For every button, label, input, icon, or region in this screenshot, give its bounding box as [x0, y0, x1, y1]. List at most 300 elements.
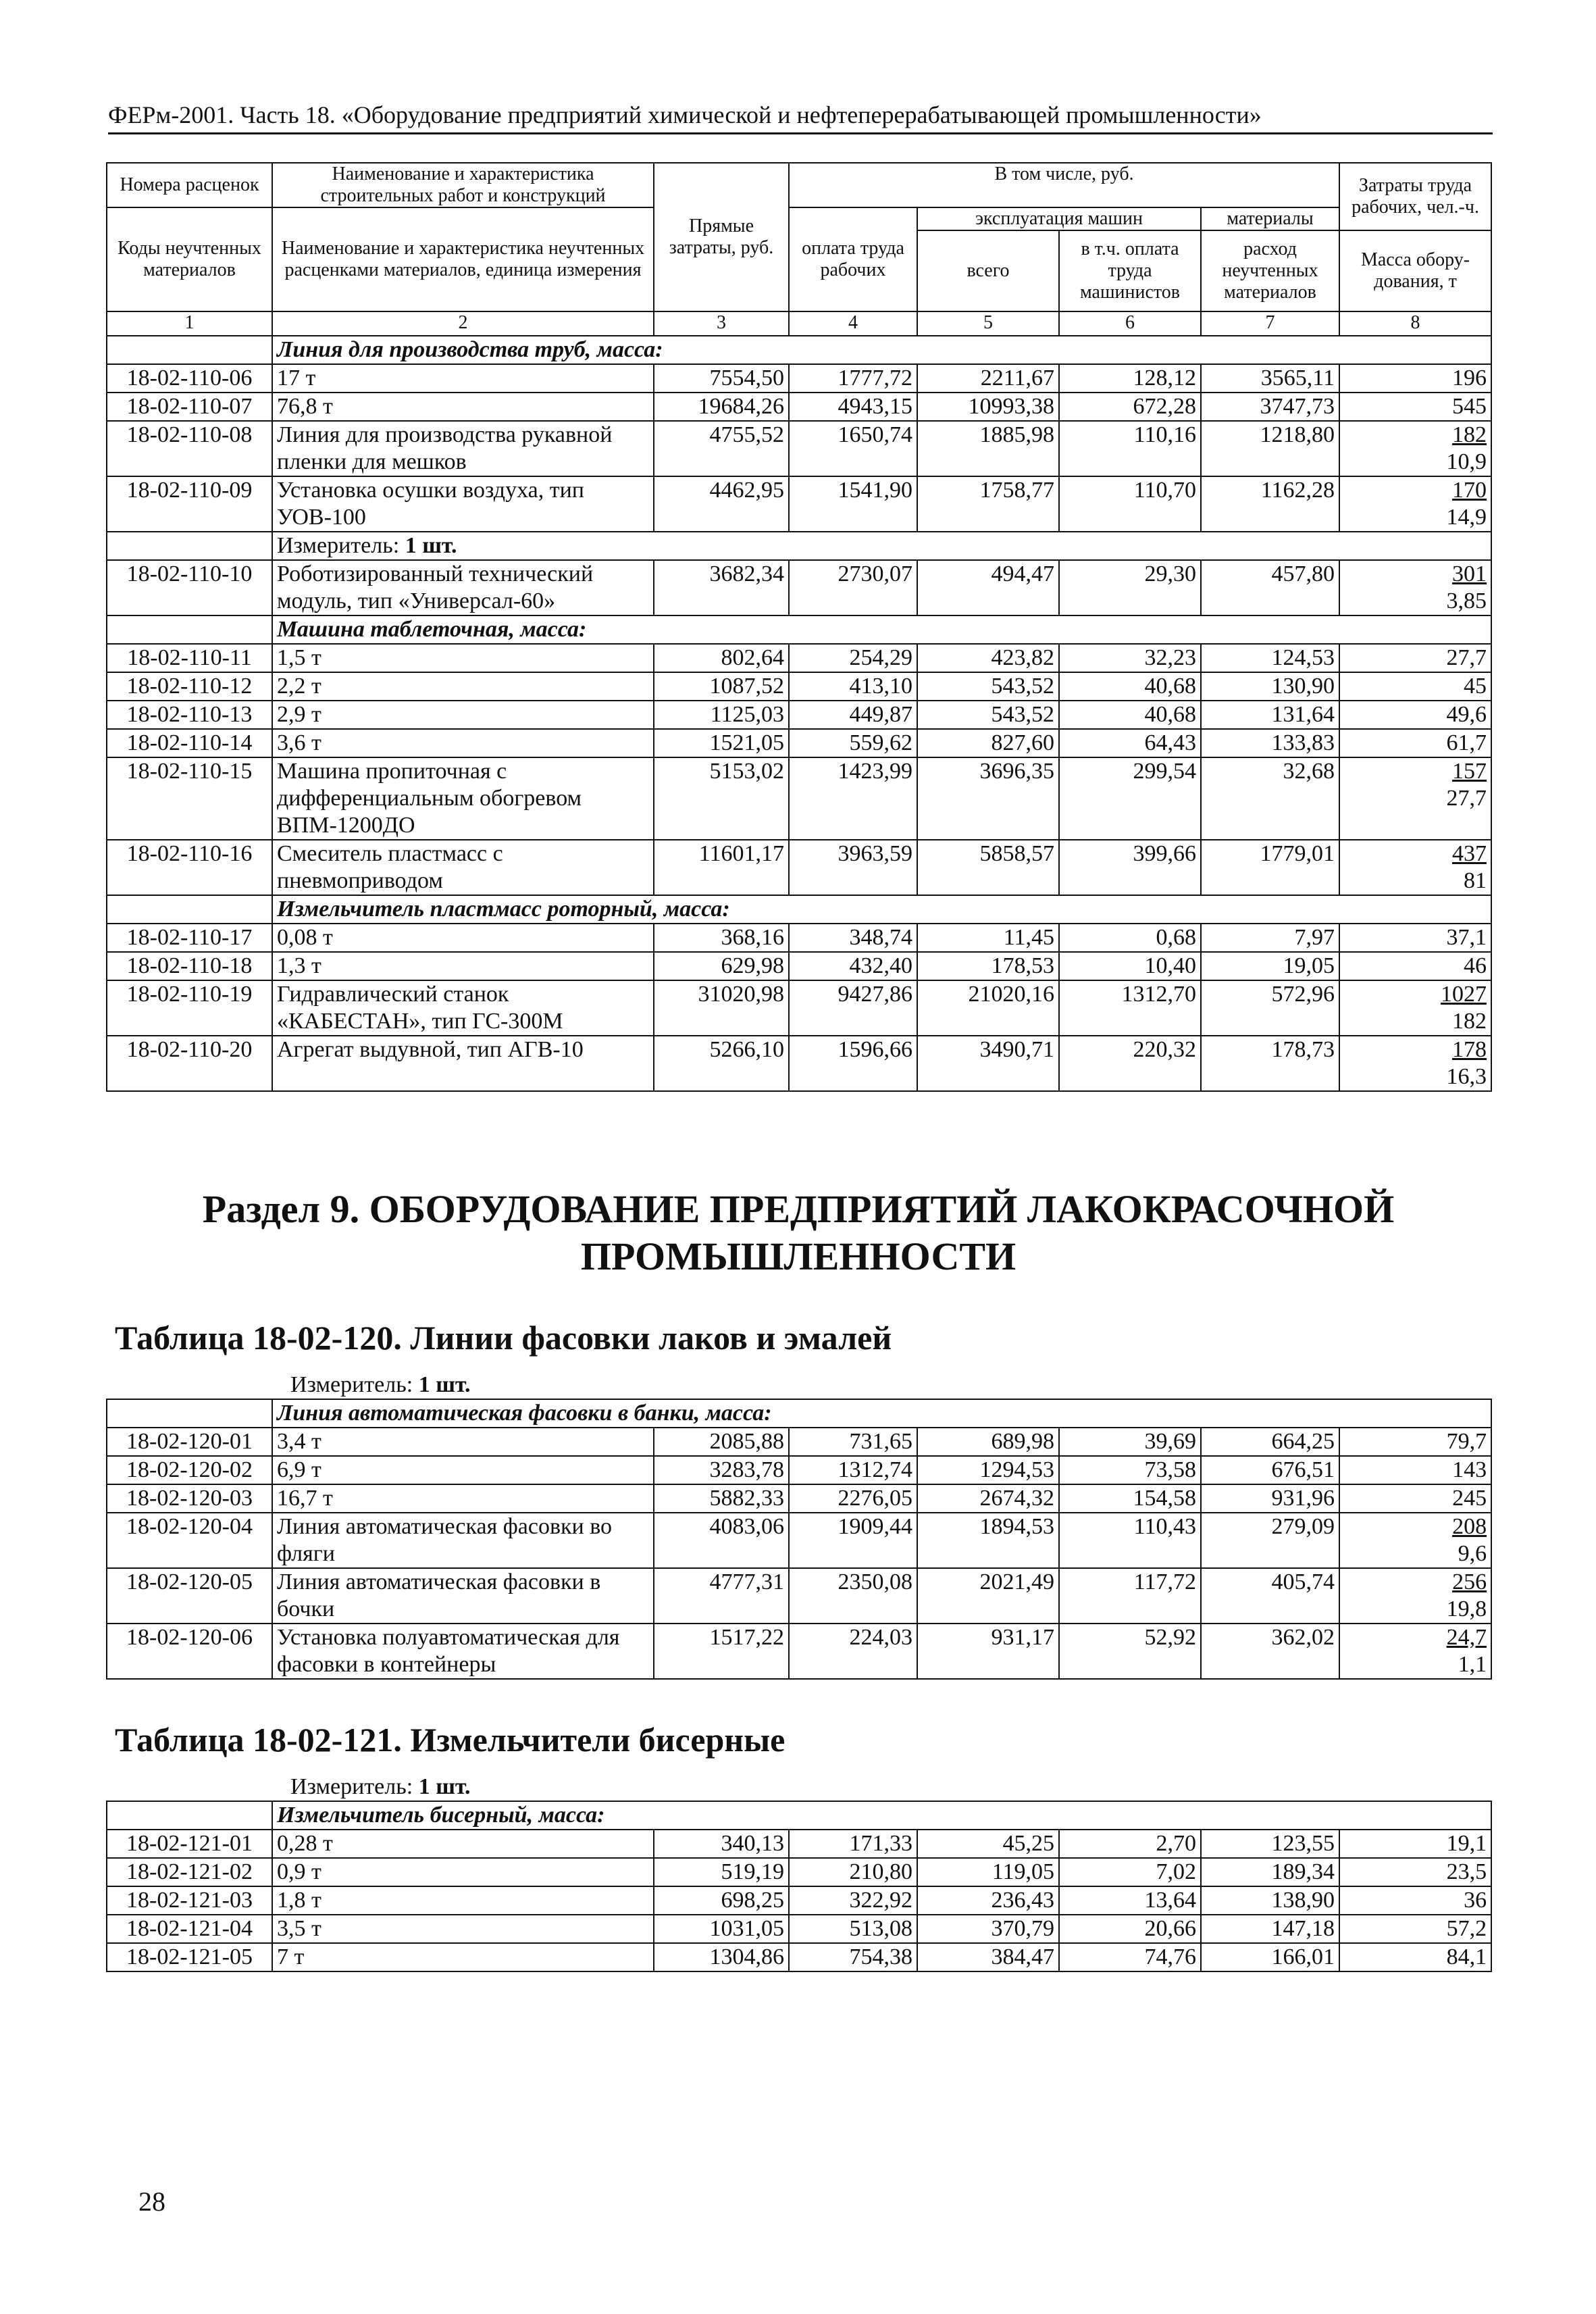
value-v7: 362,02 — [1201, 1624, 1339, 1679]
value-v4: 1909,44 — [789, 1513, 917, 1568]
value-v7: 133,83 — [1201, 729, 1339, 757]
value-v6: 32,23 — [1059, 644, 1201, 672]
value-v6: 2,70 — [1059, 1830, 1201, 1858]
rates-table-121 — [106, 1801, 1492, 1972]
measure-value: 1 шт. — [405, 533, 457, 558]
measure-value: 1 шт. — [418, 1372, 471, 1397]
table-row — [107, 701, 1491, 729]
value-v3: 5266,10 — [654, 1036, 789, 1091]
table-row — [107, 757, 1491, 840]
rates-table-110 — [106, 162, 1492, 1092]
value-v7: 1162,28 — [1201, 476, 1339, 532]
value-v6: 0,68 — [1059, 924, 1201, 952]
table-row — [107, 924, 1491, 952]
value-v6: 110,70 — [1059, 476, 1201, 532]
value-v6: 220,32 — [1059, 1036, 1201, 1091]
item-name: 1,8 т — [272, 1886, 654, 1915]
section-heading: Линия автоматическая фасовки в банки, масса: — [272, 1399, 1491, 1428]
table-row — [107, 1036, 1491, 1091]
value-v5: 119,05 — [917, 1858, 1059, 1886]
table-row — [107, 1943, 1491, 1971]
value-v6: 154,58 — [1059, 1484, 1201, 1513]
measure-value: 1 шт. — [418, 1774, 471, 1799]
labor-mass-cell — [1339, 1036, 1491, 1091]
value-v5: 2211,67 — [917, 364, 1059, 393]
value-v3: 1125,03 — [654, 701, 789, 729]
value-v6: 74,76 — [1059, 1943, 1201, 1971]
col-wages-header: оплата труда рабочих — [789, 207, 917, 311]
section-9-title — [106, 1186, 1491, 1280]
value-v4: 9427,86 — [789, 980, 917, 1036]
value-v4: 348,74 — [789, 924, 917, 952]
section-heading: Машина таблеточная, масса: — [272, 615, 1491, 644]
value-v5: 827,60 — [917, 729, 1059, 757]
rate-code: 18-02-121-01 — [107, 1830, 272, 1858]
table-row — [107, 364, 1491, 393]
labor-hours: 57,2 — [1446, 1916, 1487, 1941]
value-v4: 2276,05 — [789, 1484, 917, 1513]
labor-hours: 36 — [1464, 1888, 1487, 1913]
labor-hours: 45 — [1464, 674, 1487, 699]
value-v3: 2085,88 — [654, 1428, 789, 1456]
col-code-header-2: Коды неучтенных материалов — [107, 207, 272, 311]
labor-hours: 545 — [1452, 394, 1487, 419]
measure-cell — [272, 532, 1491, 560]
rate-code: 18-02-121-04 — [107, 1915, 272, 1943]
rate-code: 18-02-121-03 — [107, 1886, 272, 1915]
value-v5: 2021,49 — [917, 1568, 1059, 1624]
labor-hours: 178 — [1452, 1037, 1487, 1062]
value-v4: 731,65 — [789, 1428, 917, 1456]
labor-hours: 27,7 — [1446, 645, 1487, 670]
value-v7: 32,68 — [1201, 757, 1339, 840]
value-v5: 1894,53 — [917, 1513, 1059, 1568]
value-v7: 124,53 — [1201, 644, 1339, 672]
rate-code: 18-02-110-12 — [107, 672, 272, 701]
item-name: 76,8 т — [272, 393, 654, 421]
value-v5: 5858,57 — [917, 840, 1059, 895]
value-v4: 432,40 — [789, 952, 917, 980]
labor-mass-cell — [1339, 672, 1491, 701]
labor-mass-cell — [1339, 644, 1491, 672]
value-v5: 1294,53 — [917, 1456, 1059, 1484]
item-name: 0,08 т — [272, 924, 654, 952]
labor-hours: 84,1 — [1446, 1944, 1487, 1969]
rate-code: 18-02-110-11 — [107, 644, 272, 672]
value-v5: 1758,77 — [917, 476, 1059, 532]
labor-hours: 37,1 — [1446, 925, 1487, 950]
value-v7: 147,18 — [1201, 1915, 1339, 1943]
table-row — [107, 644, 1491, 672]
value-v6: 39,69 — [1059, 1428, 1201, 1456]
value-v7: 166,01 — [1201, 1943, 1339, 1971]
labor-hours: 61,7 — [1446, 730, 1487, 755]
value-v6: 110,43 — [1059, 1513, 1201, 1568]
table-measure-row — [107, 532, 1491, 560]
rate-code: 18-02-120-06 — [107, 1624, 272, 1679]
value-v7: 130,90 — [1201, 672, 1339, 701]
value-v7: 178,73 — [1201, 1036, 1339, 1091]
rate-code: 18-02-110-08 — [107, 421, 272, 476]
item-name: 2,2 т — [272, 672, 654, 701]
value-v5: 178,53 — [917, 952, 1059, 980]
item-name: 7 т — [272, 1943, 654, 1971]
item-name: 1,3 т — [272, 952, 654, 980]
labor-hours: 79,7 — [1446, 1429, 1487, 1454]
empty-cell — [107, 1801, 272, 1830]
value-v5: 11,45 — [917, 924, 1059, 952]
table-row — [107, 1484, 1491, 1513]
item-name: Линия автоматическая фасовки в бочки — [272, 1568, 654, 1624]
value-v6: 117,72 — [1059, 1568, 1201, 1624]
value-v4: 224,03 — [789, 1624, 917, 1679]
running-header: ФЕРм-2001. Часть 18. «Оборудование предприятий химической и нефтеперерабатывающей промышленности» — [108, 100, 1493, 134]
table-row — [107, 980, 1491, 1036]
labor-hours: 208 — [1452, 1514, 1487, 1539]
value-v4: 754,38 — [789, 1943, 917, 1971]
rate-code: 18-02-110-19 — [107, 980, 272, 1036]
item-name: Роботизированный технический модуль, тип «Универсал-60» — [272, 560, 654, 615]
item-name: 1,5 т — [272, 644, 654, 672]
item-name: 16,7 т — [272, 1484, 654, 1513]
rate-code: 18-02-110-15 — [107, 757, 272, 840]
col-materials-header: материалы — [1201, 207, 1339, 230]
table-row — [107, 476, 1491, 532]
value-v4: 413,10 — [789, 672, 917, 701]
rate-code: 18-02-110-13 — [107, 701, 272, 729]
labor-hours: 49,6 — [1446, 702, 1487, 727]
col-number-cell: 8 — [1339, 311, 1491, 336]
measure-label: Измеритель: — [290, 1372, 413, 1397]
table-row — [107, 1624, 1491, 1679]
value-v3: 340,13 — [654, 1830, 789, 1858]
labor-mass-cell — [1339, 1568, 1491, 1624]
item-name: 0,9 т — [272, 1858, 654, 1886]
value-v4: 559,62 — [789, 729, 917, 757]
value-v6: 20,66 — [1059, 1915, 1201, 1943]
value-v5: 689,98 — [917, 1428, 1059, 1456]
equipment-mass: 14,9 — [1446, 505, 1487, 530]
value-v6: 40,68 — [1059, 672, 1201, 701]
labor-mass-cell — [1339, 757, 1491, 840]
table-row — [107, 840, 1491, 895]
table-section-row — [107, 1399, 1491, 1428]
rate-code: 18-02-110-10 — [107, 560, 272, 615]
col-name-header: Наименование и характеристика строительных работ и конструкций — [272, 163, 654, 207]
value-v5: 931,17 — [917, 1624, 1059, 1679]
value-v7: 931,96 — [1201, 1484, 1339, 1513]
value-v3: 4777,31 — [654, 1568, 789, 1624]
section-heading: Измельчитель пластмасс роторный, масса: — [272, 895, 1491, 924]
value-v5: 1885,98 — [917, 421, 1059, 476]
equipment-mass: 9,6 — [1458, 1541, 1487, 1566]
section-heading: Линия для производства труб, масса: — [272, 336, 1491, 364]
table-row — [107, 393, 1491, 421]
value-v3: 1304,86 — [654, 1943, 789, 1971]
table-row — [107, 1915, 1491, 1943]
labor-hours: 143 — [1452, 1457, 1487, 1482]
value-v5: 423,82 — [917, 644, 1059, 672]
item-name: 0,28 т — [272, 1830, 654, 1858]
value-v3: 1031,05 — [654, 1915, 789, 1943]
equipment-mass: 27,7 — [1446, 786, 1487, 811]
table-row — [107, 1428, 1491, 1456]
item-name: Машина пропиточная с дифференциальным обогревом ВПМ-1200ДО — [272, 757, 654, 840]
rate-code: 18-02-110-14 — [107, 729, 272, 757]
labor-hours: 245 — [1452, 1486, 1487, 1511]
labor-hours: 1027 — [1441, 982, 1487, 1007]
item-name: Смеситель пластмасс с пневмоприводом — [272, 840, 654, 895]
equipment-mass: 1,1 — [1458, 1652, 1487, 1677]
value-v3: 519,19 — [654, 1858, 789, 1886]
labor-hours: 301 — [1452, 561, 1487, 586]
value-v3: 31020,98 — [654, 980, 789, 1036]
col-machines-total-header: всего — [917, 230, 1059, 311]
value-v7: 1218,80 — [1201, 421, 1339, 476]
equipment-mass: 3,85 — [1446, 588, 1487, 613]
col-number-cell: 2 — [272, 311, 654, 336]
rate-code: 18-02-110-07 — [107, 393, 272, 421]
value-v6: 672,28 — [1059, 393, 1201, 421]
rate-code: 18-02-121-02 — [107, 1858, 272, 1886]
value-v3: 1517,22 — [654, 1624, 789, 1679]
value-v6: 64,43 — [1059, 729, 1201, 757]
value-v3: 368,16 — [654, 924, 789, 952]
value-v3: 5153,02 — [654, 757, 789, 840]
value-v7: 664,25 — [1201, 1428, 1339, 1456]
value-v5: 3490,71 — [917, 1036, 1059, 1091]
labor-mass-cell — [1339, 364, 1491, 393]
equipment-mass: 182 — [1452, 1009, 1487, 1034]
rate-code: 18-02-110-20 — [107, 1036, 272, 1091]
labor-mass-cell — [1339, 1513, 1491, 1568]
empty-cell — [107, 895, 272, 924]
value-v3: 3682,34 — [654, 560, 789, 615]
rates-table-120 — [106, 1399, 1492, 1680]
item-name: 6,9 т — [272, 1456, 654, 1484]
col-number-cell: 5 — [917, 311, 1059, 336]
table-120-measure — [290, 1372, 471, 1399]
value-v7: 676,51 — [1201, 1456, 1339, 1484]
value-v4: 322,92 — [789, 1886, 917, 1915]
col-labor-header: Затраты труда рабочих, чел.-ч. — [1339, 163, 1491, 230]
value-v6: 1312,70 — [1059, 980, 1201, 1036]
labor-hours: 46 — [1464, 953, 1487, 978]
value-v4: 4943,15 — [789, 393, 917, 421]
table-row — [107, 1456, 1491, 1484]
rate-code: 18-02-110-17 — [107, 924, 272, 952]
labor-mass-cell — [1339, 421, 1491, 476]
labor-mass-cell — [1339, 840, 1491, 895]
empty-cell — [107, 615, 272, 644]
rate-code: 18-02-110-09 — [107, 476, 272, 532]
value-v3: 3283,78 — [654, 1456, 789, 1484]
value-v3: 698,25 — [654, 1886, 789, 1915]
item-name: 3,4 т — [272, 1428, 654, 1456]
table-row — [107, 1830, 1491, 1858]
value-v6: 40,68 — [1059, 701, 1201, 729]
item-name: Агрегат выдувной, тип АГВ-10 — [272, 1036, 654, 1091]
equipment-mass: 19,8 — [1446, 1596, 1487, 1621]
value-v3: 4083,06 — [654, 1513, 789, 1568]
measure-label: Измеритель: — [290, 1774, 413, 1799]
col-number-cell: 4 — [789, 311, 917, 336]
empty-cell — [107, 1399, 272, 1428]
rate-code: 18-02-110-06 — [107, 364, 272, 393]
value-v5: 21020,16 — [917, 980, 1059, 1036]
item-name: Линия автоматическая фасовки во фляги — [272, 1513, 654, 1568]
col-number-cell: 3 — [654, 311, 789, 336]
table-row — [107, 1513, 1491, 1568]
rate-code: 18-02-120-01 — [107, 1428, 272, 1456]
col-mass-header: Масса обору-дования, т — [1339, 230, 1491, 311]
labor-hours: 23,5 — [1446, 1859, 1487, 1884]
equipment-mass: 10,9 — [1446, 449, 1487, 474]
value-v6: 73,58 — [1059, 1456, 1201, 1484]
labor-mass-cell — [1339, 1456, 1491, 1484]
labor-mass-cell — [1339, 701, 1491, 729]
value-v7: 1779,01 — [1201, 840, 1339, 895]
labor-mass-cell — [1339, 1428, 1491, 1456]
col-number-cell: 7 — [1201, 311, 1339, 336]
empty-cell — [107, 532, 272, 560]
value-v6: 29,30 — [1059, 560, 1201, 615]
value-v5: 10993,38 — [917, 393, 1059, 421]
value-v6: 7,02 — [1059, 1858, 1201, 1886]
table-section-row — [107, 1801, 1491, 1830]
value-v4: 1312,74 — [789, 1456, 917, 1484]
value-v4: 449,87 — [789, 701, 917, 729]
labor-hours: 157 — [1452, 759, 1487, 784]
value-v6: 128,12 — [1059, 364, 1201, 393]
labor-hours: 256 — [1452, 1569, 1487, 1594]
table-120-title: Таблица 18-02-120. Линии фасовки лаков и эмалей — [115, 1319, 892, 1357]
table-row — [107, 1858, 1491, 1886]
value-v4: 513,08 — [789, 1915, 917, 1943]
value-v5: 370,79 — [917, 1915, 1059, 1943]
value-v4: 2350,08 — [789, 1568, 917, 1624]
rate-code: 18-02-110-16 — [107, 840, 272, 895]
value-v3: 11601,17 — [654, 840, 789, 895]
value-v6: 299,54 — [1059, 757, 1201, 840]
value-v7: 405,74 — [1201, 1568, 1339, 1624]
labor-mass-cell — [1339, 476, 1491, 532]
labor-mass-cell — [1339, 924, 1491, 952]
value-v4: 1777,72 — [789, 364, 917, 393]
value-v7: 7,97 — [1201, 924, 1339, 952]
labor-hours: 170 — [1452, 478, 1487, 503]
value-v6: 52,92 — [1059, 1624, 1201, 1679]
rate-code: 18-02-121-05 — [107, 1943, 272, 1971]
value-v7: 3747,73 — [1201, 393, 1339, 421]
value-v4: 210,80 — [789, 1858, 917, 1886]
rate-code: 18-02-120-03 — [107, 1484, 272, 1513]
labor-hours: 196 — [1452, 366, 1487, 391]
value-v4: 171,33 — [789, 1830, 917, 1858]
value-v5: 45,25 — [917, 1830, 1059, 1858]
value-v5: 236,43 — [917, 1886, 1059, 1915]
table-section-row — [107, 615, 1491, 644]
table-row — [107, 1886, 1491, 1915]
col-including-header: В том числе, руб. — [789, 163, 1339, 207]
value-v5: 3696,35 — [917, 757, 1059, 840]
labor-mass-cell — [1339, 560, 1491, 615]
item-name: 3,6 т — [272, 729, 654, 757]
labor-hours: 437 — [1452, 841, 1487, 866]
value-v7: 3565,11 — [1201, 364, 1339, 393]
section-9-title-line1: Раздел 9. ОБОРУДОВАНИЕ ПРЕДПРИЯТИЙ ЛАКОКРАСОЧНОЙ — [202, 1187, 1395, 1231]
col-unaccounted-materials-header: расход неучтенных материалов — [1201, 230, 1339, 311]
table-section-row — [107, 336, 1491, 364]
value-v4: 1596,66 — [789, 1036, 917, 1091]
value-v4: 2730,07 — [789, 560, 917, 615]
page-number: 28 — [138, 2186, 165, 2217]
value-v7: 123,55 — [1201, 1830, 1339, 1858]
col-operator-wages-header: в т.ч. оплата труда машинистов — [1059, 230, 1201, 311]
value-v3: 4755,52 — [654, 421, 789, 476]
value-v3: 629,98 — [654, 952, 789, 980]
item-name: Линия для производства рукавной пленки для мешков — [272, 421, 654, 476]
col-code-header: Номера расценок — [107, 163, 272, 207]
labor-hours: 19,1 — [1446, 1831, 1487, 1856]
labor-hours: 24,7 — [1446, 1625, 1487, 1650]
value-v4: 1541,90 — [789, 476, 917, 532]
value-v3: 1521,05 — [654, 729, 789, 757]
value-v3: 4462,95 — [654, 476, 789, 532]
item-name: Установка осушки воздуха, тип УОВ-100 — [272, 476, 654, 532]
empty-cell — [107, 336, 272, 364]
table-row — [107, 672, 1491, 701]
item-name: 17 т — [272, 364, 654, 393]
value-v4: 1650,74 — [789, 421, 917, 476]
value-v7: 131,64 — [1201, 701, 1339, 729]
col-direct-costs-header: Прямые затраты, руб. — [654, 163, 789, 311]
value-v5: 543,52 — [917, 672, 1059, 701]
labor-mass-cell — [1339, 1915, 1491, 1943]
value-v4: 254,29 — [789, 644, 917, 672]
table-row — [107, 421, 1491, 476]
labor-mass-cell — [1339, 393, 1491, 421]
table-row — [107, 560, 1491, 615]
value-v6: 13,64 — [1059, 1886, 1201, 1915]
value-v3: 802,64 — [654, 644, 789, 672]
value-v4: 1423,99 — [789, 757, 917, 840]
labor-mass-cell — [1339, 729, 1491, 757]
table-row — [107, 1568, 1491, 1624]
labor-hours: 182 — [1452, 422, 1487, 447]
col-machines-header: эксплуатация машин — [917, 207, 1201, 230]
value-v7: 19,05 — [1201, 952, 1339, 980]
labor-mass-cell — [1339, 1943, 1491, 1971]
table-row — [107, 952, 1491, 980]
value-v5: 543,52 — [917, 701, 1059, 729]
equipment-mass: 16,3 — [1446, 1064, 1487, 1089]
value-v5: 494,47 — [917, 560, 1059, 615]
item-name: 2,9 т — [272, 701, 654, 729]
item-name: Гидравлический станок «КАБЕСТАН», тип ГС-300М — [272, 980, 654, 1036]
table-row — [107, 729, 1491, 757]
table-121-measure — [290, 1774, 471, 1801]
col-number-cell: 1 — [107, 311, 272, 336]
measure-label: Измеритель: — [277, 533, 400, 558]
value-v4: 3963,59 — [789, 840, 917, 895]
value-v5: 384,47 — [917, 1943, 1059, 1971]
labor-mass-cell — [1339, 1858, 1491, 1886]
rate-code: 18-02-110-18 — [107, 952, 272, 980]
value-v7: 572,96 — [1201, 980, 1339, 1036]
value-v6: 110,16 — [1059, 421, 1201, 476]
value-v7: 189,34 — [1201, 1858, 1339, 1886]
